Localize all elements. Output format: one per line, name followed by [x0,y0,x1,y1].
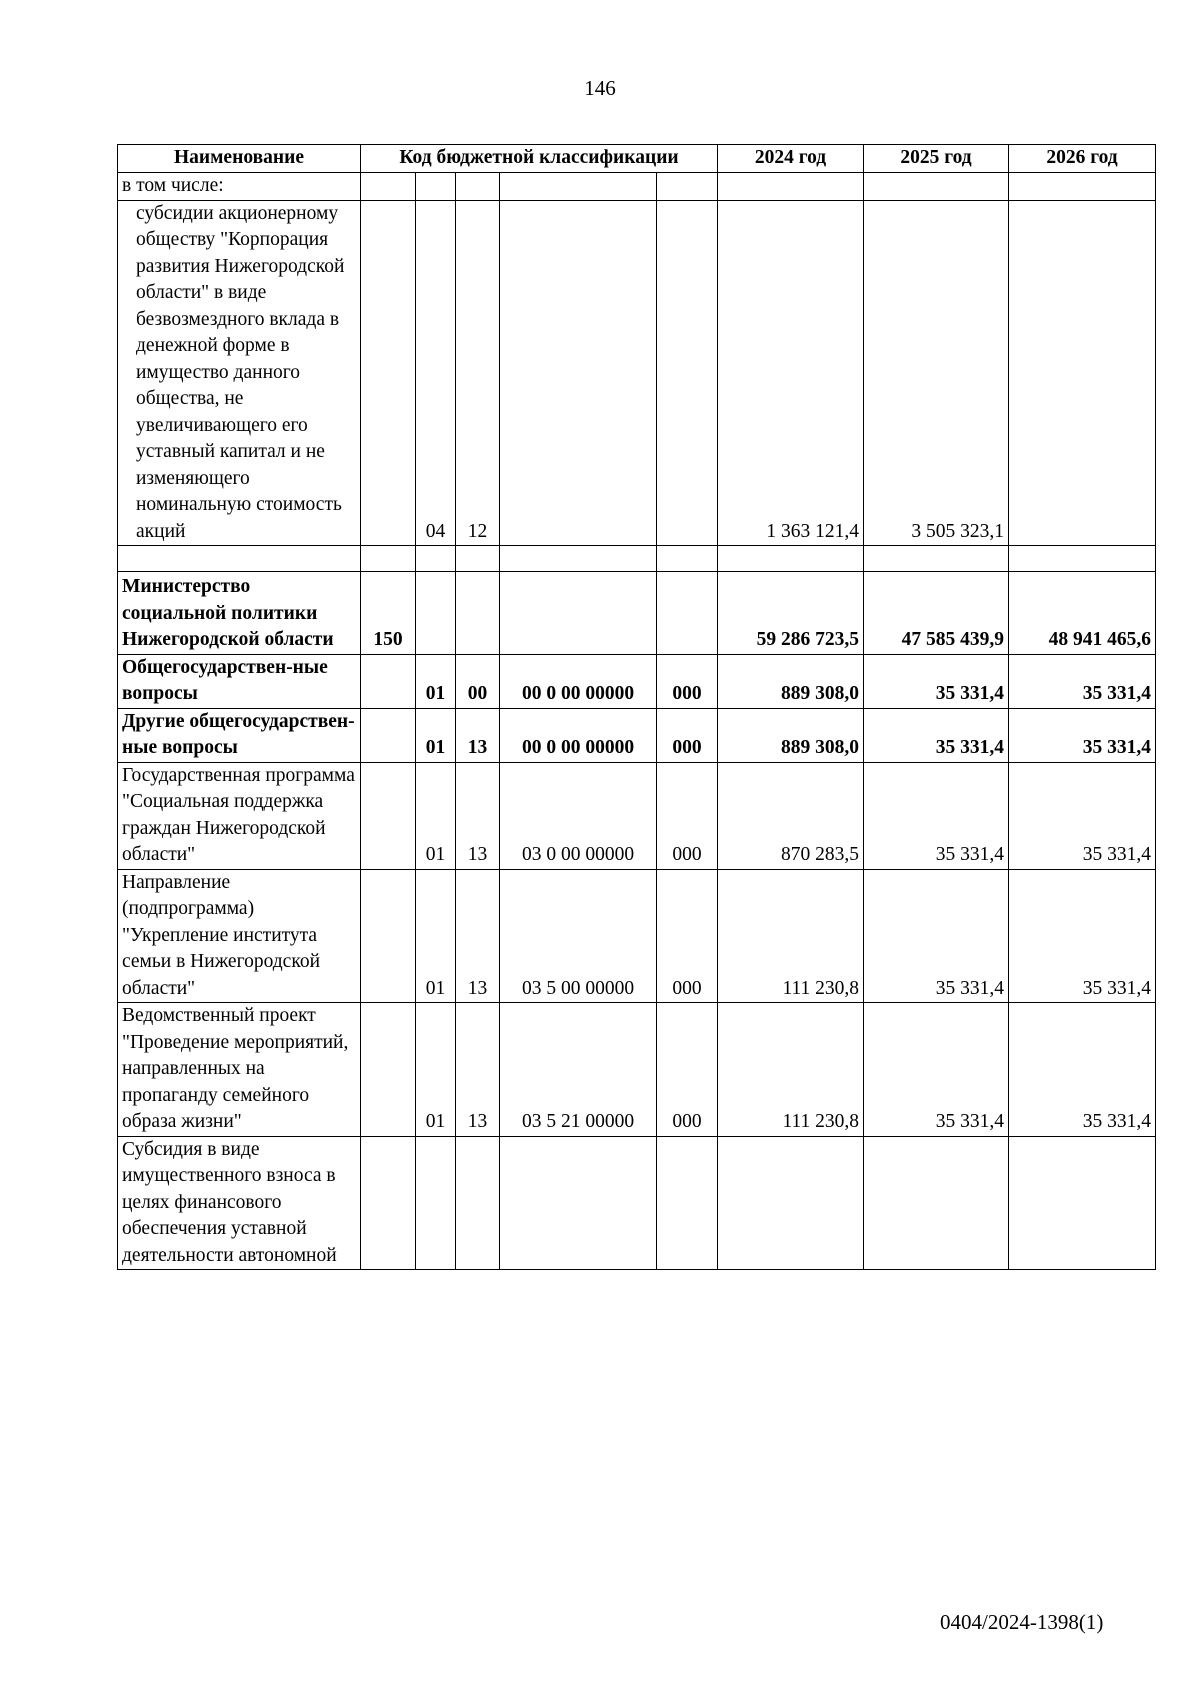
row-name: Направление (подпрограмма) "Укрепление института семьи в Нижегородской области" [118,869,361,1003]
row-2024 [718,173,864,201]
document-code: 0404/2024-1398(1) [940,1610,1104,1634]
table-row [118,572,1156,655]
row-2025 [864,546,1009,572]
row-csr [500,173,657,201]
row-rz: 01 [416,654,456,708]
row-ved [361,173,416,201]
header-code: Код бюджетной классификации [361,145,718,173]
page-number: 146 [584,76,616,100]
row-ved: 150 [361,572,416,655]
row-csr [500,1136,657,1270]
row-csr [500,572,657,655]
row-csr [500,546,657,572]
row-name: Другие общегосударствен-ные вопросы [118,708,361,762]
row-2026 [1009,1136,1156,1270]
row-2024: 889 308,0 [718,708,864,762]
row-rz: 01 [416,708,456,762]
header-name: Наименование [118,145,361,173]
row-2026: 35 331,4 [1009,654,1156,708]
row-rz [416,1136,456,1270]
row-2025 [864,1136,1009,1270]
table-row [118,762,1156,869]
row-vr: 000 [657,654,718,708]
row-pr [456,572,500,655]
row-ved [361,762,416,869]
row-vr [657,572,718,655]
row-vr: 000 [657,708,718,762]
row-2026 [1009,200,1156,546]
row-2025: 35 331,4 [864,762,1009,869]
row-2026: 35 331,4 [1009,762,1156,869]
header-2025: 2025 год [864,145,1009,173]
row-pr: 13 [456,708,500,762]
row-name: Ведомственный проект "Проведение мероприятий, направленных на пропаганду семейного образа жизни" [118,1003,361,1137]
row-2025: 47 585 439,9 [864,572,1009,655]
row-pr: 12 [456,200,500,546]
row-rz [416,173,456,201]
row-rz [416,572,456,655]
table-row [118,1136,1156,1270]
row-name [118,546,361,572]
row-rz: 04 [416,200,456,546]
row-vr [657,1136,718,1270]
row-2026: 35 331,4 [1009,1003,1156,1137]
row-2024: 59 286 723,5 [718,572,864,655]
row-2024 [718,546,864,572]
row-2025 [864,173,1009,201]
row-pr [456,1136,500,1270]
row-ved [361,546,416,572]
row-csr: 03 5 21 00000 [500,1003,657,1137]
row-2026: 35 331,4 [1009,869,1156,1003]
row-ved [361,1003,416,1137]
row-ved [361,869,416,1003]
row-2026 [1009,173,1156,201]
row-name: Министерство социальной политики Нижегородской области [118,572,361,655]
row-vr: 000 [657,762,718,869]
row-2025: 35 331,4 [864,654,1009,708]
row-2025: 35 331,4 [864,1003,1009,1137]
table-row [118,869,1156,1003]
row-csr: 03 0 00 00000 [500,762,657,869]
row-vr: 000 [657,1003,718,1137]
row-csr: 00 0 00 00000 [500,708,657,762]
header-row [118,145,1156,173]
row-vr [657,546,718,572]
table-row [118,654,1156,708]
row-2024: 111 230,8 [718,869,864,1003]
row-pr: 13 [456,762,500,869]
row-ved [361,654,416,708]
header-2026: 2026 год [1009,145,1156,173]
row-rz: 01 [416,1003,456,1137]
table-row [118,1003,1156,1137]
row-ved [361,200,416,546]
row-name: в том числе: [118,173,361,201]
row-2025: 35 331,4 [864,708,1009,762]
row-pr: 13 [456,869,500,1003]
row-name: Государственная программа "Социальная поддержка граждан Нижегородской области" [118,762,361,869]
table-row [118,200,1156,546]
row-rz: 01 [416,869,456,1003]
row-2025: 35 331,4 [864,869,1009,1003]
header-2024: 2024 год [718,145,864,173]
row-pr [456,546,500,572]
row-rz [416,546,456,572]
table-row [118,546,1156,572]
table-row [118,708,1156,762]
row-name: субсидии акционерному обществу "Корпорация развития Нижегородской области" в виде безвозмездного вклада в денежной форме в имущество данного общества, не увеличивающего его уставный капитал и не изменяющего номинальную стоимость акций [118,200,361,546]
budget-table [117,144,1156,1270]
table-row [118,173,1156,201]
row-name: Общегосударствен-ные вопросы [118,654,361,708]
row-2026: 48 941 465,6 [1009,572,1156,655]
row-vr: 000 [657,869,718,1003]
row-pr: 00 [456,654,500,708]
row-pr: 13 [456,1003,500,1137]
row-2026: 35 331,4 [1009,708,1156,762]
row-2024 [718,1136,864,1270]
row-2026 [1009,546,1156,572]
row-vr [657,173,718,201]
row-rz: 01 [416,762,456,869]
row-pr [456,173,500,201]
row-vr [657,200,718,546]
row-2025: 3 505 323,1 [864,200,1009,546]
row-csr [500,200,657,546]
row-2024: 111 230,8 [718,1003,864,1137]
row-name: Субсидия в виде имущественного взноса в целях финансового обеспечения уставной деятельности автономной [118,1136,361,1270]
row-csr: 03 5 00 00000 [500,869,657,1003]
row-ved [361,1136,416,1270]
row-csr: 00 0 00 00000 [500,654,657,708]
row-2024: 889 308,0 [718,654,864,708]
row-2024: 1 363 121,4 [718,200,864,546]
row-ved [361,708,416,762]
row-2024: 870 283,5 [718,762,864,869]
